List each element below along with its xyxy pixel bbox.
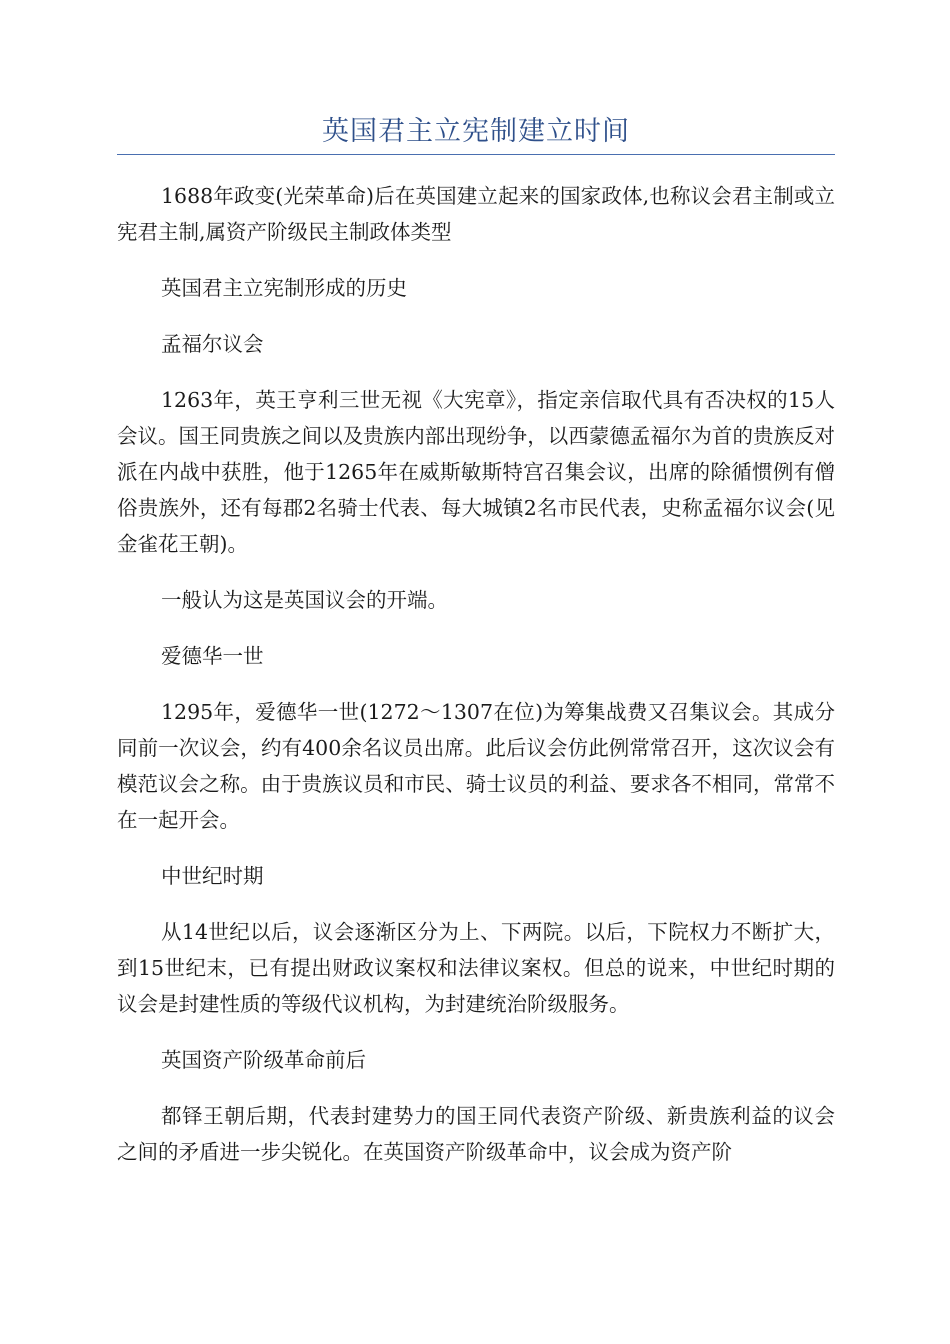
paragraph-beginning: 一般认为这是英国议会的开端。 — [161, 588, 448, 612]
paragraph-revolution: 都铎王朝后期，代表封建势力的国王同代表资产阶级、新贵族利益的议会之间的矛盾进一步尖锐化。在英国资产阶级革命中，议会成为资产阶 — [117, 1104, 835, 1164]
section-heading-history: 英国君主立宪制形成的历史 — [161, 276, 407, 300]
paragraph-edward: 1295年，爱德华一世(1272～1307在位)为筹集战费又召集议会。其成分同前一次议会，约有400余名议员出席。此后议会仿此例常常召开，这次议会有模范议会之称。由于贵族议员和市民、骑士议员的利益、要求各不相同，常常不在一起开会。 — [117, 700, 835, 832]
section-heading-revolution: 英国资产阶级革命前后 — [161, 1048, 366, 1072]
title-underline — [117, 154, 835, 155]
paragraph-middle-ages: 从14世纪以后，议会逐渐区分为上、下两院。以后，下院权力不断扩大，到15世纪末，已有提出财政议案权和法律议案权。但总的说来，中世纪时期的议会是封建性质的等级代议机构，为封建统治阶级服务。 — [117, 920, 835, 1016]
section-heading-montfort: 孟福尔议会 — [161, 332, 264, 356]
document-title: 英国君主立宪制建立时间 — [322, 116, 630, 147]
paragraph-intro: 1688年政变(光荣革命)后在英国建立起来的国家政体,也称议会君主制或立宪君主制,属资产阶级民主制政体类型 — [117, 184, 835, 244]
section-heading-edward: 爱德华一世 — [161, 644, 264, 668]
document-body — [117, 178, 835, 1190]
section-heading-middle-ages: 中世纪时期 — [161, 864, 264, 888]
paragraph-montfort: 1263年，英王亨利三世无视《大宪章》，指定亲信取代具有否决权的15人会议。国王同贵族之间以及贵族内部出现纷争，以西蒙德孟福尔为首的贵族反对派在内战中获胜，他于1265年在威斯敏斯特宫召集会议，出席的除循惯例有僧俗贵族外，还有每郡2名骑士代表、每大城镇2名市民代表，史称孟福尔议会(见金雀花王朝)。 — [117, 388, 835, 556]
